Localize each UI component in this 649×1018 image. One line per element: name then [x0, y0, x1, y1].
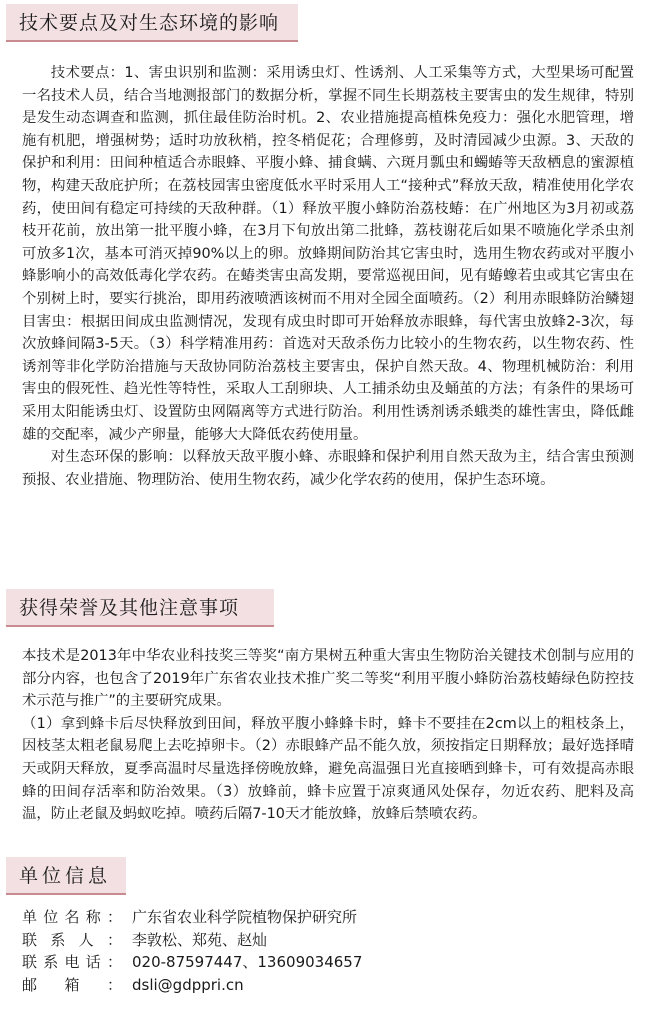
honors-section-body	[22, 645, 634, 826]
section-header-unit	[6, 857, 126, 895]
tech-section-body	[22, 62, 634, 491]
email-row	[22, 974, 362, 997]
email-value: dsli@gdppri.cn	[132, 975, 244, 994]
contact-person-value: 李敦松、郑苑、赵灿	[132, 930, 268, 949]
tech-points-paragraph: 技术要点：1、害虫识别和监测：采用诱虫灯、性诱剂、人工采集等方式，大型果场可配置一名技术人员，结合当地测报部门的数据分析，掌握不同生长期荔枝主要害虫的发生规律，特别是发生动态调查和监测，抓住最佳防治时机。2、农业措施提高植株免疫力：强化水肥管理，增施有机肥，增强树势；适时功放秋梢，控冬梢促花；合理修剪，及时清园减少虫源。3、天敌的保护和利用：田间种植适合赤眼蜂、平腹小蜂、捕食螨、六斑月瓢虫和蠋蝽等天敌栖息的蜜源植物，构建天敌庇护所；在荔枝园害虫密度低水平时采用人工“接种式”释放天敌，精准使用化学农药，使田间有稳定可持续的天敌种群。（1）释放平腹小蜂防治荔枝蝽：在广州地区为3月初或荔枝开花前，放出第一批平腹小蜂，在3月下旬放出第二批蜂，荔枝谢花后如果不喷施化学杀虫剂可放多1次，基本可消灭掉90%以上的卵。放蜂期间防治其它害虫时，选用生物农药或对平腹小蜂影响小的高效低毒化学农药。在蝽类害虫高发期，要常巡视田间，见有蝽蟓若虫或其它害虫在个别树上时，要实行挑治，即用药液喷洒该树而不用对全园全面喷药。（2）利用赤眼蜂防治鳞翅目害虫：根据田间成虫监测情况，发现有成虫时即可开始释放赤眼蜂，每代害虫放蜂2-3次，每次放蜂间隔3-5天。（3）科学精准用药：首选对天敌杀伤力比较小的生物农药，以生物农药、性诱剂等非化学防治措施与天敌协同防治荔枝主要害虫，保护自然天敌。4、物理机械防治：利用害虫的假死性、趋光性等特性，采取人工刮卵块、人工捕杀幼虫及蛹茧的方法；有条件的果场可采用太阳能诱虫灯、设置防虫网隔离等方式进行防治。利用性诱剂诱杀蛾类的雄性害虫，降低雌雄的交配率，减少产卵量，能够大大降低农药使用量。	[22, 65, 634, 443]
info-label: 邮 箱 ：	[22, 975, 122, 994]
contact-person-row	[22, 929, 362, 952]
info-label: 联 系 人 ：	[22, 930, 122, 949]
info-label: 单 位 名 称 ：	[22, 908, 122, 926]
section-title: 单位信息	[19, 865, 112, 887]
section-title: 技术要点及对生态环境的影响	[19, 12, 280, 34]
info-label: 联 系 电 话 ：	[22, 953, 122, 971]
phone-row	[22, 951, 362, 974]
unit-name-value: 广东省农业科学院植物保护研究所	[132, 908, 358, 926]
unit-name-row	[22, 906, 362, 929]
phone-value: 020-87597447、13609034657	[132, 953, 363, 971]
section-header-honors	[6, 589, 274, 627]
unit-info	[22, 906, 362, 996]
section-header-tech	[6, 4, 298, 42]
eco-impact-paragraph: 对生态环保的影响：以释放天敌平腹小蜂、赤眼蜂和保护利用自然天敌为主，结合害虫预测预报、农业措施、物理防治、使用生物农药，减少化学农药的使用，保护生态环境。	[22, 449, 634, 488]
honors-paragraph: 本技术是2013年中华农业科技奖三等奖“南方果树五种重大害虫生物防治关键技术创制与应用的部分内容，也包含了2019年广东省农业技术推广奖二等奖“利用平腹小蜂防治荔枝蝽绿色防控技术示范与推广”的主要研究成果。	[22, 648, 634, 710]
section-title: 获得荣誉及其他注意事项	[19, 597, 240, 619]
notes-paragraph: （1）拿到蜂卡后尽快释放到田间，释放平腹小蜂蜂卡时，蜂卡不要挂在2cm以上的粗枝条上，因枝茎太粗老鼠易爬上去吃掉卵卡。（2）赤眼蜂产品不能久放，须按指定日期释放；最好选择晴天或阴天释放，夏季高温时尽量选择傍晚放蜂，避免高温强日光直接晒到蜂卡，可有效提高赤眼蜂的田间存活率和防治效果。（3）放蜂前，蜂卡应置于凉爽通风处保存，勿近农药、肥料及高温，防止老鼠及蚂蚁吃掉。喷药后隔7-10天才能放蜂，放蜂后禁喷农药。	[22, 715, 634, 823]
